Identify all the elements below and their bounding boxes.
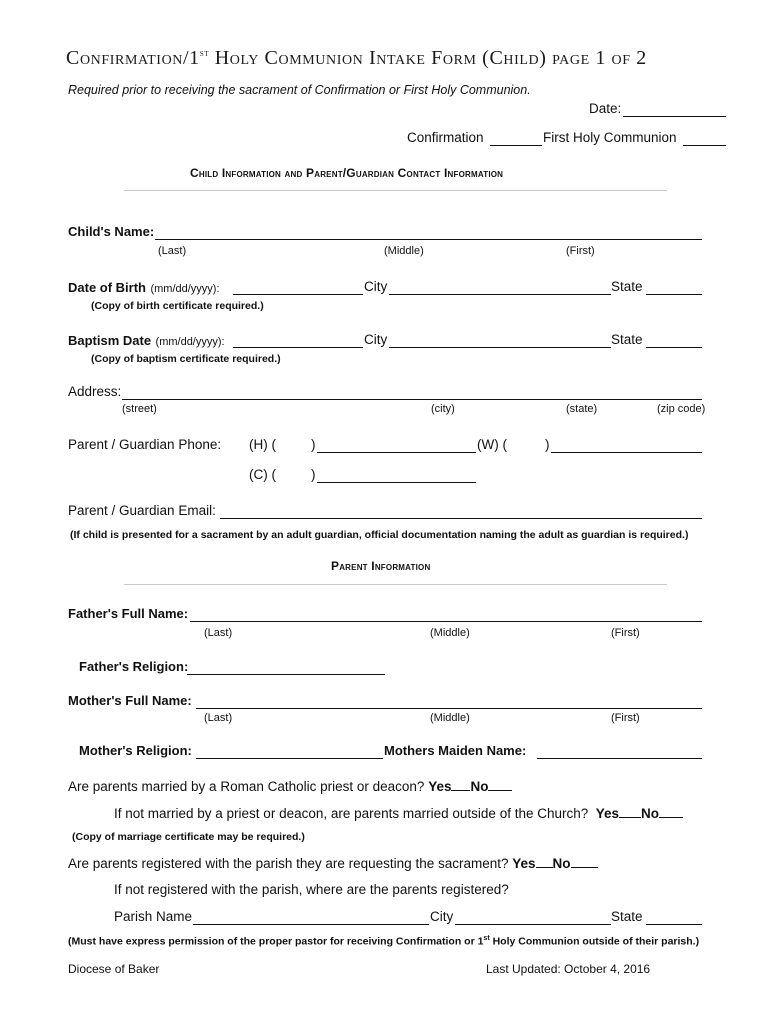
date-field[interactable] xyxy=(623,116,726,117)
birth-cert-note: (Copy of birth certificate required.) xyxy=(91,300,264,312)
address-state-hint: (state) xyxy=(566,403,598,415)
address-city-hint: (city) xyxy=(431,403,455,415)
cell-paren-close: ) xyxy=(311,467,316,482)
first-communion-field[interactable] xyxy=(683,145,726,146)
outside-yes-label: Yes xyxy=(595,806,620,821)
father-religion-label: Father's Religion: xyxy=(79,659,189,674)
dob-state-label: State xyxy=(611,279,643,294)
title-part2: Holy Communion Intake Form (Child) page 1 of 2 xyxy=(209,47,647,69)
address-label: Address: xyxy=(68,384,122,399)
baptism-cert-note: (Copy of baptism certificate required.) xyxy=(91,353,281,365)
childs-name-last-hint: (Last) xyxy=(158,245,187,257)
home-paren-close: ) xyxy=(311,437,316,452)
childs-name-field[interactable] xyxy=(155,239,702,240)
baptism-state-field[interactable] xyxy=(646,347,702,348)
title-part1: Confirmation/1 xyxy=(66,47,200,69)
permission-note-part2: Holy Communion outside of their parish.) xyxy=(489,935,700,948)
cell-phone-field[interactable] xyxy=(317,482,476,483)
mother-name-field[interactable] xyxy=(196,708,702,709)
mother-first-hint: (First) xyxy=(611,712,640,724)
footer-diocese: Diocese of Baker xyxy=(68,962,160,976)
outside-no-field[interactable] xyxy=(659,805,683,818)
permission-note xyxy=(68,935,699,948)
baptism-format: (mm/dd/yyyy): xyxy=(155,336,225,348)
home-phone-field[interactable] xyxy=(317,452,476,453)
dob-state-field[interactable] xyxy=(646,294,702,295)
parish-name-field[interactable] xyxy=(193,924,429,925)
registered-yes-label: Yes xyxy=(512,856,536,871)
baptism-label-group xyxy=(68,332,225,350)
dob-field[interactable] xyxy=(233,294,363,295)
work-area-code-field[interactable] xyxy=(508,452,543,453)
registered-question-text: Are parents registered with the parish they are requesting the sacrament? xyxy=(68,856,509,871)
dob-format: (mm/dd/yyyy): xyxy=(150,283,220,295)
father-name-field[interactable] xyxy=(190,621,702,622)
section-divider xyxy=(124,584,667,585)
mother-religion-field[interactable] xyxy=(196,758,383,759)
dob-city-field[interactable] xyxy=(389,294,611,295)
baptism-city-field[interactable] xyxy=(389,347,611,348)
maiden-name-field[interactable] xyxy=(537,758,702,759)
baptism-city-label: City xyxy=(364,332,388,347)
email-label: Parent / Guardian Email: xyxy=(68,503,216,518)
outside-no-label: No xyxy=(641,806,660,821)
guardian-note: (If child is presented for a sacrament by an adult guardian, official documentation naming the adult as guardian is required.) xyxy=(70,529,689,541)
work-phone-label: (W) ( xyxy=(477,437,507,452)
married-yes-label: Yes xyxy=(428,779,452,794)
married-question xyxy=(68,778,512,794)
marriage-cert-note: (Copy of marriage certificate may be required.) xyxy=(72,831,305,843)
phone-label: Parent / Guardian Phone: xyxy=(68,437,222,452)
form-subtitle: Required prior to receiving the sacrament of Confirmation or First Holy Communion. xyxy=(68,83,531,97)
father-middle-hint: (Middle) xyxy=(430,627,470,639)
work-paren-close: ) xyxy=(545,437,550,452)
dob-label-group xyxy=(68,279,220,297)
mother-last-hint: (Last) xyxy=(204,712,233,724)
father-religion-field[interactable] xyxy=(187,674,385,675)
address-street-hint: (street) xyxy=(122,403,157,415)
where-registered-question: If not registered with the parish, where are the parents registered? xyxy=(114,882,509,897)
parish-city-field[interactable] xyxy=(455,924,611,925)
married-yes-field[interactable] xyxy=(451,778,470,791)
father-name-label: Father's Full Name: xyxy=(68,606,189,621)
father-last-hint: (Last) xyxy=(204,627,233,639)
mother-name-label: Mother's Full Name: xyxy=(68,693,192,708)
registered-no-label: No xyxy=(552,856,571,871)
first-communion-label: First Holy Communion xyxy=(543,130,677,145)
date-label: Date: xyxy=(589,101,622,116)
title-sup: st xyxy=(199,48,210,59)
outside-yes-field[interactable] xyxy=(619,805,641,818)
parish-state-field[interactable] xyxy=(646,924,702,925)
confirmation-label: Confirmation xyxy=(407,130,484,145)
footer-last-updated: Last Updated: October 4, 2016 xyxy=(486,962,651,976)
registered-no-field[interactable] xyxy=(571,855,598,868)
permission-note-part1: (Must have express permission of the proper pastor for receiving Confirmation or 1 xyxy=(68,935,484,948)
outside-question xyxy=(114,805,683,821)
married-no-field[interactable] xyxy=(488,778,512,791)
work-phone-field[interactable] xyxy=(551,452,702,453)
home-phone-label: (H) ( xyxy=(249,437,276,452)
maiden-name-label: Mothers Maiden Name: xyxy=(384,743,527,758)
email-field[interactable] xyxy=(220,518,702,519)
address-zip-hint: (zip code) xyxy=(657,403,706,415)
baptism-state-label: State xyxy=(611,332,643,347)
parish-city-label: City xyxy=(430,909,454,924)
child-section-heading: Child Information and Parent/Guardian Contact Information xyxy=(190,166,504,180)
dob-city-label: City xyxy=(364,279,388,294)
baptism-label: Baptism Date xyxy=(68,333,152,348)
parish-state-label: State xyxy=(611,909,643,924)
baptism-date-field[interactable] xyxy=(233,347,363,348)
outside-question-text: If not married by a priest or deacon, are parents married outside of the Church? xyxy=(114,806,589,821)
registered-question xyxy=(68,855,598,871)
father-first-hint: (First) xyxy=(611,627,640,639)
address-field[interactable] xyxy=(122,399,702,400)
parent-section-heading: Parent Information xyxy=(331,559,431,573)
parish-name-label: Parish Name xyxy=(114,909,193,924)
mother-middle-hint: (Middle) xyxy=(430,712,470,724)
childs-name-first-hint: (First) xyxy=(566,245,595,257)
childs-name-label: Child's Name: xyxy=(68,224,155,239)
confirmation-field[interactable] xyxy=(490,145,542,146)
section-divider xyxy=(124,190,667,191)
dob-label: Date of Birth xyxy=(68,280,146,295)
childs-name-middle-hint: (Middle) xyxy=(384,245,424,257)
home-area-code-field[interactable] xyxy=(278,452,308,453)
registered-yes-field[interactable] xyxy=(536,855,553,868)
cell-area-code-field[interactable] xyxy=(278,482,308,483)
mother-religion-label: Mother's Religion: xyxy=(79,743,192,758)
form-title xyxy=(66,47,647,70)
married-no-label: No xyxy=(470,779,489,794)
married-question-text: Are parents married by a Roman Catholic priest or deacon? xyxy=(68,779,425,794)
cell-phone-label: (C) ( xyxy=(249,467,276,482)
permission-note-sup: st xyxy=(483,935,490,942)
